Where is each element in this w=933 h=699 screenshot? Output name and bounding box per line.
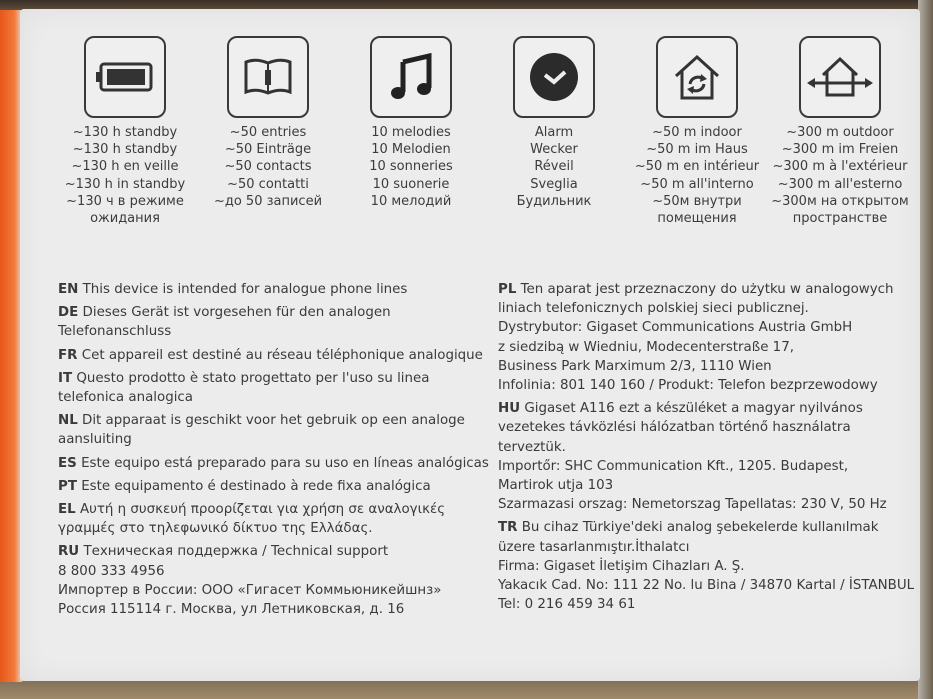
feature-line: ~300 m all'esterno: [777, 176, 903, 192]
hu-address: Martirok utja 103: [498, 478, 614, 494]
feature-line: ~300 m im Freien: [781, 142, 899, 158]
tr-company: Firma: Gigaset İletişim Cihazları A. Ş.: [498, 558, 745, 574]
notice-ru: RU Техническая поддержка / Technical support: [58, 544, 389, 560]
feature-line: 10 suonerie: [372, 176, 450, 192]
ru-address: Россия 115114 г. Москва, ул Летниковская, д. 16: [58, 602, 405, 618]
feature-alarm: [484, 36, 624, 210]
ru-phone: 8 800 333 4956: [58, 563, 165, 579]
feature-melodies: [341, 36, 481, 210]
notice-fr: FR Cet appareil est destiné au réseau téléphonique analogique: [58, 347, 483, 363]
feature-line: Sveglia: [530, 176, 578, 192]
feature-outdoor-range: [770, 36, 910, 227]
ru-importer: Импортер в России: ООО «Гигасет Коммьюникейшнз»: [58, 582, 442, 598]
feature-line: ~50м внутри: [652, 193, 742, 209]
feature-line: ~130 h en veille: [71, 159, 179, 175]
battery-icon: [84, 36, 166, 118]
feature-line: 10 melodies: [371, 125, 451, 140]
feature-line: ~300м на открытом: [771, 193, 909, 209]
feature-line: ~130 h standby: [72, 142, 178, 158]
notice-pl: PL Ten aparat jest przeznaczony do użytku w analogowych liniach telefonicznych polskiej sieci publicznej.: [498, 282, 894, 317]
feature-line: Réveil: [534, 159, 574, 175]
left-notice-column: [58, 280, 498, 619]
feature-line: ~130 h in standby: [64, 176, 186, 192]
feature-line: ~50 m all'interno: [640, 176, 754, 192]
indoor-range-icon: [656, 36, 738, 118]
pl-hotline: Infolinia: 801 140 160 / Produkt: Telefon bezprzewodowy: [498, 378, 878, 394]
feature-line: Wecker: [530, 142, 578, 158]
notice-de: DE Dieses Gerät ist vorgesehen für den analogen Telefonanschluss: [58, 305, 391, 340]
feature-line: Будильник: [516, 193, 592, 209]
feature-line: ожидания: [90, 211, 160, 227]
music-note-icon: [370, 36, 452, 118]
feature-line: ~50 contacts: [224, 159, 312, 175]
feature-line: пространстве: [792, 211, 888, 227]
feature-phonebook: [198, 36, 338, 210]
clock-icon: [513, 36, 595, 118]
notice-it: IT Questo prodotto è stato progettato per l'uso su linea telefonica analogica: [58, 370, 430, 406]
pl-address: z siedzibą w Wiedniu, Modecenterstraße 17,: [498, 339, 794, 355]
feature-line: ~50 contatti: [227, 176, 309, 192]
feature-line: Alarm: [534, 125, 574, 140]
feature-line: ~50 m en intérieur: [634, 159, 760, 175]
feature-line: ~50 m indoor: [652, 125, 742, 140]
notice-en: EN This device is intended for analogue phone lines: [58, 282, 408, 297]
notice-pt: PT Este equipamento é destinado à rede fixa analógica: [58, 478, 431, 494]
tr-address: Yakacık Cad. No: 111 22 No. lu Bina / 34870 Kartal / İSTANBUL: [498, 578, 915, 594]
right-notice-column: [498, 280, 918, 614]
background-right: [918, 0, 933, 699]
pl-address: Business Park Marximum 2/3, 1110 Wien: [498, 358, 772, 374]
feature-line: ~130 ч в режиме: [66, 193, 184, 209]
phonebook-icon: [227, 36, 309, 118]
feature-line: ~300 m à l'extérieur: [772, 159, 908, 175]
feature-line: ~до 50 записей: [213, 193, 323, 209]
feature-line: 10 Melodien: [371, 142, 451, 158]
feature-line: ~130 h standby: [72, 125, 178, 140]
feature-line: ~50 entries: [229, 125, 307, 140]
notice-el: EL Αυτή η συσκευή προορίζεται για χρήση σε αναλογικές γραμμές στο τηλεφωνικό δίκτυο της Ελλάδας.: [58, 502, 446, 537]
outdoor-range-icon: [799, 36, 881, 118]
notice-es: ES Este equipo está preparado para su uso en líneas analógicas: [58, 455, 489, 471]
feature-line: ~50 Einträge: [224, 142, 312, 158]
feature-line: 10 мелодий: [370, 193, 452, 209]
notice-nl: NL Dit apparaat is geschikt voor het gebruik op een analoge aansluiting: [58, 413, 465, 448]
feature-line: помещения: [657, 211, 737, 227]
feature-indoor-range: [627, 36, 767, 227]
hu-origin: Szarmazasi orszag: Nemetorszag Tapellatas: 230 V, 50 Hz: [498, 497, 887, 513]
feature-line: 10 sonneries: [369, 159, 453, 175]
feature-standby: [55, 36, 195, 227]
tr-phone: Tel: 0 216 459 34 61: [498, 597, 636, 613]
pl-distributor: Dystrybutor: Gigaset Communications Austria GmbH: [498, 320, 853, 336]
hu-importer: Importőr: SHC Communication Kft., 1205. Budapest,: [498, 458, 849, 474]
feature-icons: [55, 36, 909, 246]
notice-hu: HU Gigaset A116 ezt a készüléket a magyar nyilvános vezetekes távközlési hálózatban történő használatra terveztük.: [498, 401, 863, 455]
feature-line: ~50 m im Haus: [646, 142, 748, 158]
feature-line: ~300 m outdoor: [786, 125, 894, 140]
notice-tr: TR Bu cihaz Türkiye'deki analog şebekelerde kullanılmak üzere tasarlanmıştır.İthalatcı: [498, 520, 879, 555]
